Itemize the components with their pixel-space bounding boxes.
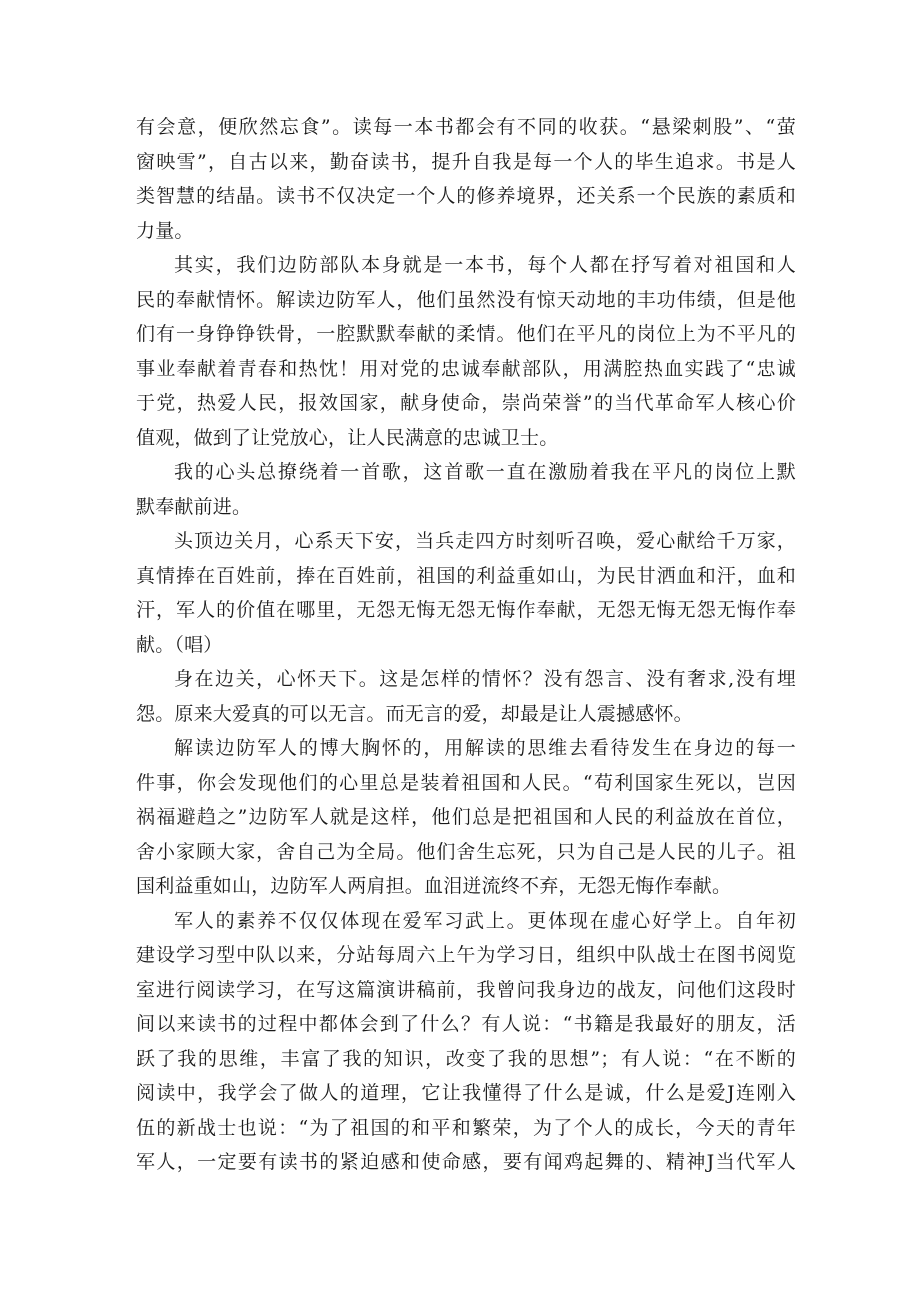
text-line: 身在边关，心怀天下。这是怎样的情怀？没有怨言、没有奢求,没有埋 (174, 668, 796, 690)
text-line: 于党，热爱人民，报效国家，献身使命，崇尚荣誉”的当代革命军人核心价 (136, 392, 796, 414)
text-line: 跃了我的思维，丰富了我的知识，改变了我的思想”；有人说：“在不断的 (136, 1047, 796, 1070)
text-line: 民的奉献情怀。解读边防军人，他们虽然没有惊天动地的丰功伟绩，但是他 (136, 288, 796, 311)
text-line: 我的心头总撩绕着一首歌，这首歌一直在激励着我在平凡的岗位上默 (174, 461, 796, 483)
text-line: 有会意，便欣然忘食”。读每一本书都会有不同的收获。“悬梁刺股”、“萤 (136, 116, 796, 138)
text-line: 军人的素养不仅仅体现在爱军习武上。更体现在虚心好学上。自年初 (174, 909, 796, 932)
text-line: 真情捧在百姓前，捧在百姓前，祖国的利益重如山，为民甘洒血和汗，血和 (136, 564, 796, 587)
text-line: 力量。 (136, 219, 194, 242)
text-line: 建设学习型中队以来，分站每周六上午为学习日，组织中队战士在图书阅览 (136, 944, 796, 966)
text-line: 阅读中，我学会了做人的道理，它让我懂得了什么是诚，什么是爱J连刚入 (136, 1082, 796, 1104)
text-line: 头顶边关月，心系天下安，当兵走四方时刻听召唤，爱心献给千万家， (174, 530, 796, 552)
text-line: 值观，做到了让党放心，让人民满意的忠诚卫士。 (136, 426, 559, 449)
text-line: 默奉献前进。 (136, 495, 252, 518)
text-line: 件事，你会发现他们的心里总是装着祖国和人民。“苟利国家生死以，岂因 (136, 771, 796, 794)
text-line: 间以来读书的过程中都体会到了什么？有人说：“书籍是我最好的朋友，活 (136, 1013, 796, 1035)
text-line: 舍小家顾大家，舍自己为全局。他们舍生忘死，只为自己是人民的儿子。祖 (136, 840, 796, 863)
text-line: 类智慧的结晶。读书不仅决定一个人的修养境界，还关系一个民族的素质和 (136, 185, 796, 207)
text-line: 解读边防军人的博大胸怀的，用解读的思维去看待发生在身边的每一 (174, 737, 796, 759)
text-line: 怨。原来大爱真的可以无言。而无言的爱，却最是让人震撼感怀。 (136, 702, 693, 725)
text-line: 汗，军人的价值在哪里，无怨无悔无怨无悔作奉献，无怨无悔无怨无悔作奉 (136, 599, 796, 621)
text-line: 其实，我们边防部队本身就是一本书，每个人都在抒写着对祖国和人 (174, 254, 796, 276)
text-line: 献。（唱） (136, 633, 223, 656)
text-line: 伍的新战士也说：“为了祖国的和平和繁荣，为了个人的成长，今天的青年 (136, 1116, 796, 1139)
text-line: 祸福避趋之”边防军人就是这样，他们总是把祖国和人民的利益放在首位， (136, 806, 796, 828)
text-line: 军人，一定要有读书的紧迫感和使命感，要有闻鸡起舞的、精神J当代军人 (136, 1151, 796, 1173)
text-line: 事业奉献着青春和热忱！用对党的忠诚奉献部队，用满腔热血实践了“忠诚 (136, 357, 796, 380)
text-line: 们有一身铮铮铁骨，一腔默默奉献的柔情。他们在平凡的岗位上为不平凡的 (136, 323, 796, 345)
document-body (136, 110, 796, 1180)
text-line: 窗映雪”，自古以来，勤奋读书，提升自我是每一个人的毕生追求。书是人 (136, 150, 796, 173)
text-line: 国利益重如山，边防军人两肩担。血泪迸流终不弃，无怨无悔作奉献。 (136, 875, 732, 897)
text-line: 室进行阅读学习，在写这篇演讲稿前，我曾问我身边的战友，问他们这段时 (136, 978, 796, 1001)
